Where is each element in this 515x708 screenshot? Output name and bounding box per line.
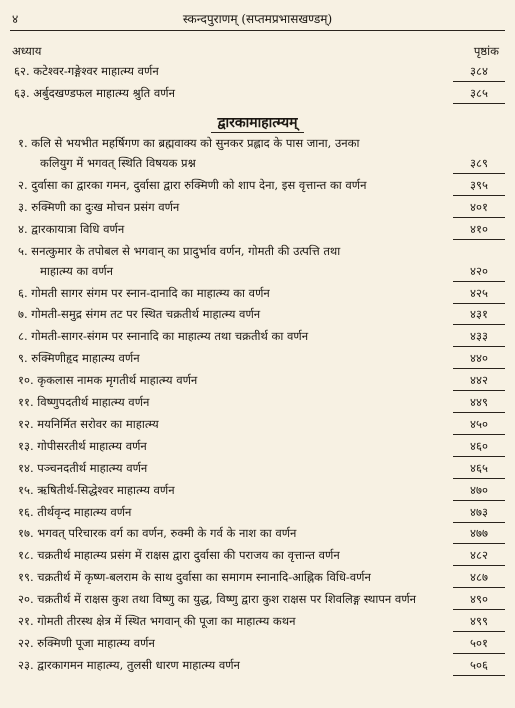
contents-entry	[0, 286, 515, 306]
header-rule	[10, 30, 505, 31]
column-headings	[0, 44, 515, 60]
chapter-column-heading: अध्याय	[12, 44, 42, 58]
contents-page-underline	[453, 303, 505, 304]
contents-entry	[0, 200, 515, 220]
contents-entry-title: १०. कृकलास नामक मृगतीर्थ माहात्म्य वर्णन	[18, 373, 198, 388]
prior-page-number: ३८५	[470, 86, 488, 100]
contents-page-underline	[453, 195, 505, 196]
contents-page-number: ४३१	[470, 307, 488, 322]
contents-page-number: ४६०	[470, 438, 488, 453]
contents-entry-title: १२. मयनिर्मित सरोवर का माहात्म्य	[18, 416, 159, 431]
contents-entry-title: १७. भगवत् परिचारक वर्ग का वर्णन, रुक्मी के गर्व के नाश का वर्णन	[18, 526, 297, 541]
contents-entry	[0, 178, 515, 198]
contents-entry	[0, 439, 515, 459]
contents-page-underline	[453, 500, 505, 501]
contents-entry-title: ३. रुक्मिणी का दुःख मोचन प्रसंग वर्णन	[18, 199, 180, 214]
contents-entry	[0, 548, 515, 568]
contents-entry-title: ४. द्वारकायात्रा विधि वर्णन	[18, 221, 125, 236]
contents-page-underline	[453, 239, 505, 240]
contents-page-number: ३८९	[470, 156, 488, 170]
contents-page-underline	[453, 346, 505, 347]
contents-entry	[0, 136, 515, 176]
contents-page-underline	[453, 522, 505, 523]
prior-page-number: ३८४	[470, 64, 488, 78]
contents-page-underline	[453, 434, 505, 435]
contents-entry	[0, 244, 515, 284]
contents-entry	[0, 461, 515, 481]
contents-page-underline	[453, 390, 505, 391]
contents-page-number: ४८२	[470, 548, 488, 563]
contents-page-number: ४६५	[470, 460, 488, 475]
contents-page-underline	[453, 587, 505, 588]
contents-entry-title: १६. तीर्थवृन्द माहात्म्य वर्णन	[18, 504, 132, 519]
contents-entry-title: २०. चक्रतीर्थ में राक्षस कुश तथा विष्णु का युद्ध, विष्णु द्वारा कुश राक्षस पर शिवलिङ्ग स्थापन वर्णन	[18, 592, 417, 607]
contents-entry	[0, 526, 515, 546]
contents-page-underline	[453, 217, 505, 218]
contents-entry	[0, 505, 515, 525]
contents-page-number: ४४९	[470, 395, 488, 409]
contents-page-underline	[453, 324, 505, 325]
prior-entry	[0, 64, 515, 84]
contents-page-number: ४९०	[470, 592, 488, 607]
contents-page-underline	[453, 565, 505, 566]
contents-page-number: ४७७	[470, 526, 488, 541]
contents-page-underline	[453, 368, 505, 369]
contents-entry	[0, 222, 515, 242]
page-number: ४	[12, 12, 19, 26]
contents-page-number: ४७३	[470, 504, 488, 519]
contents-page-underline	[453, 173, 505, 174]
section-title	[0, 113, 515, 133]
page-header	[0, 0, 515, 30]
contents-page-number: ४०१	[470, 199, 488, 214]
contents-page-underline	[453, 456, 505, 457]
contents-page-number: ४२०	[470, 263, 488, 278]
contents-entry	[0, 373, 515, 393]
prior-entry-title: ६२. कटेश्वर-गङ्गेश्वर माहात्म्य वर्णन	[14, 64, 159, 78]
contents-entry	[0, 307, 515, 327]
contents-page-number: ४९९	[470, 614, 488, 628]
contents-entry	[0, 614, 515, 634]
contents-page-number: ४३३	[470, 329, 488, 344]
contents-entry-title-continued: माहात्म्य का वर्णन	[40, 263, 114, 278]
running-head: स्कन्दपुराणम् (सप्तमप्रभासखण्डम्)	[182, 12, 333, 26]
contents-entry-title: १५. ऋषितीर्थ-सिद्धेश्वर माहात्म्य वर्णन	[18, 482, 175, 497]
contents-page-number: ४५०	[470, 416, 488, 431]
contents-page-number: ३९५	[470, 177, 488, 192]
contents-entry-title: ७. गोमती-समुद्र संगम तट पर स्थित चक्रतीर्थ माहात्म्य वर्णन	[18, 307, 261, 322]
contents-entry-title: ६. गोमती सागर संगम पर स्नान-दानादि का माहात्म्य का वर्णन	[18, 285, 270, 300]
contents-entry-title: २१. गोमती तीरस्थ क्षेत्र में स्थित भगवान् की पूजा का माहात्म्य कथन	[18, 614, 296, 628]
prior-entry	[0, 86, 515, 106]
prior-page-underline	[453, 81, 505, 82]
contents-entry	[0, 329, 515, 349]
contents-entry	[0, 351, 515, 371]
contents-page-underline	[453, 543, 505, 544]
contents-page-underline	[453, 412, 505, 413]
contents-page-number: ४८७	[470, 570, 488, 585]
contents-page-underline	[453, 653, 505, 654]
contents-entry	[0, 636, 515, 656]
contents-entry	[0, 417, 515, 437]
contents-page-underline	[453, 631, 505, 632]
contents-page-number: ४१०	[470, 221, 488, 236]
contents-page-number: ५०६	[470, 657, 488, 672]
contents-entry	[0, 483, 515, 503]
contents-entry	[0, 592, 515, 612]
contents-page-underline	[453, 281, 505, 282]
contents-entry-title: १८. चक्रतीर्थ माहात्म्य प्रसंग में राक्षस द्वारा दुर्वासा की पराजय का वृत्तान्त वर्णन	[18, 548, 340, 563]
contents-entry-title: १४. पञ्चनदतीर्थ माहात्म्य वर्णन	[18, 460, 148, 475]
contents-page-number: ५०१	[470, 635, 488, 650]
contents-entry-title: २३. द्वारकागमन माहात्म्य, तुलसी धारण माहात्म्य वर्णन	[18, 657, 240, 672]
contents-entry	[0, 395, 515, 415]
contents-entry-title: १९. चक्रतीर्थ में कृष्ण-बलराम के साथ दुर्वासा का समागम स्नानादि-आह्निक विधि-वर्णन	[18, 570, 371, 585]
contents-page-underline	[453, 478, 505, 479]
contents-page-number: ४७०	[470, 482, 488, 497]
contents-entry-title-continued: कलियुग में भगवत् स्थिति विषयक प्रश्न	[40, 156, 196, 170]
contents-entry-title: ८. गोमती-सागर-संगम पर स्नानादि का माहात्म्य तथा चक्रतीर्थ का वर्णन	[18, 329, 309, 344]
page-column-heading: पृष्ठांक	[473, 44, 499, 58]
contents-entry	[0, 570, 515, 590]
contents-page-underline	[453, 675, 505, 676]
prior-page-underline	[453, 103, 505, 104]
contents-page-number: ४४०	[470, 351, 488, 366]
contents-page-underline	[453, 609, 505, 610]
contents-entry-title: १. कलि से भयभीत महर्षिगण का ब्रह्मवाक्य को सुनकर प्रह्लाद के पास जाना, उनका	[18, 136, 360, 150]
contents-entry-title: १३. गोपीसरतीर्थ माहात्म्य वर्णन	[18, 438, 147, 453]
contents-entry-title: २. दुर्वासा का द्वारका गमन, दुर्वासा द्वारा रुक्मिणी को शाप देना, इस वृत्तान्त का वर्णन	[18, 177, 367, 192]
contents-entry-title: ९. रुक्मिणीहृद माहात्म्य वर्णन	[18, 351, 140, 366]
contents-entry	[0, 658, 515, 678]
contents-entry-title: ११. विष्णुपदतीर्थ माहात्म्य वर्णन	[18, 395, 150, 409]
contents-entry-title: ५. सनत्कुमार के तपोबल से भगवान् का प्रादुर्भाव वर्णन, गोमती की उत्पत्ति तथा	[18, 243, 341, 258]
contents-page-number: ४२५	[470, 285, 488, 300]
prior-entry-title: ६३. अर्बुदखण्डफल माहात्म्य श्रुति वर्णन	[14, 86, 175, 100]
section-title-text: द्वारकामाहात्म्यम्	[211, 113, 303, 133]
contents-page-number: ४४२	[470, 373, 488, 388]
contents-entry-title: २२. रुक्मिणी पूजा माहात्म्य वर्णन	[18, 635, 155, 650]
